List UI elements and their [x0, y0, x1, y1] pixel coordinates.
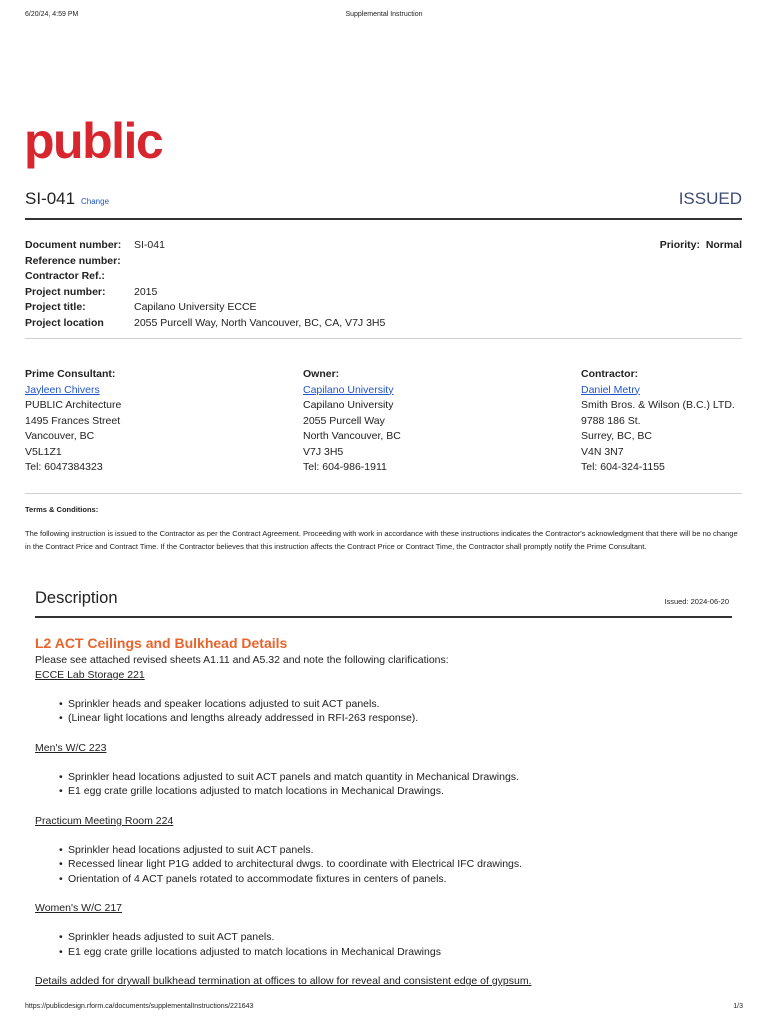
print-footer — [25, 1003, 743, 1010]
list-item: • E1 egg crate grille locations adjusted to match locations in Mechanical Drawings. — [59, 785, 444, 798]
intro-text: Please see attached revised sheets A1.11 and A5.32 and note the following clarifications: — [35, 654, 449, 666]
print-title: Supplemental Instruction — [345, 11, 423, 18]
meta-label: Document number: — [25, 239, 122, 251]
address-line: Surrey, BC, BC — [581, 430, 652, 442]
print-header — [25, 11, 743, 21]
address-line: V5L1Z1 — [25, 445, 62, 458]
terms-title: Terms & Conditions: — [25, 505, 99, 514]
address-line: North Vancouver, BC — [303, 430, 401, 442]
meta-row — [25, 238, 385, 254]
meta-value: SI-041 — [134, 239, 165, 251]
priority — [660, 238, 742, 254]
list-item: • Orientation of 4 ACT panels rotated to accommodate fixtures in centers of panels. — [59, 872, 447, 885]
terms-body: The following instruction is issued to the Contractor as per the Contract Agreement. Proceeding with work in accordance with these instructions indicates the Contractor's acknowledgment that there will be no change in the Contract Price and Contract Time. If the Contractor believes that this instruction affects the Contract Price or Contract Time, the Contractor shall promptly notify the Prime Consultant. — [25, 529, 738, 551]
meta-value: 2055 Purcell Way, North Vancouver, BC, CA, V7J 3H5 — [134, 316, 386, 329]
section-list — [35, 770, 732, 799]
address-line: V4N 3N7 — [581, 445, 624, 458]
priority-value: Normal — [705, 239, 742, 251]
address-line: Capilano University — [303, 399, 394, 411]
closing-note: Details added for drywall bulkhead termination at offices to allow for reveal and consistent edge of gypsum. — [35, 975, 532, 988]
section-list — [35, 930, 732, 959]
section-title: ECCE Lab Storage 221 — [35, 668, 145, 681]
meta-row — [25, 316, 385, 332]
meta-label: Project title: — [25, 301, 86, 313]
change-link[interactable]: Change — [81, 197, 110, 206]
meta-label: Project location — [25, 316, 104, 329]
si-number: SI-041 — [25, 189, 76, 208]
contact-link[interactable]: Daniel Metry — [581, 383, 640, 396]
si-title-bar — [25, 188, 742, 220]
address-line: 1495 Frances Street — [25, 414, 121, 427]
description-body — [35, 634, 732, 989]
address-line: Vancouver, BC — [25, 430, 95, 442]
page-number: 1/3 — [733, 1003, 743, 1010]
contact-link[interactable]: Capilano University — [303, 383, 394, 396]
page-url: https://publicdesign.rform.ca/documents/supplementalInstructions/221643 — [25, 1003, 254, 1010]
description-divider — [35, 616, 732, 618]
issued-date: Issued: 2024-06-20 — [664, 597, 729, 606]
section-title: Men's W/C 223 — [35, 741, 107, 754]
party-heading: Owner: — [303, 368, 340, 380]
document-meta — [25, 238, 385, 331]
priority-label: Priority: — [659, 239, 700, 251]
party-owner — [303, 367, 401, 476]
meta-value: Capilano University ECCE — [134, 301, 257, 313]
section-title: Practicum Meeting Room 224 — [35, 814, 174, 827]
meta-row — [25, 269, 385, 285]
phone-line: Tel: 6047384323 — [25, 461, 103, 473]
phone-line: Tel: 604-324-1155 — [581, 461, 665, 473]
list-item: • Sprinkler head locations adjusted to suit ACT panels and match quantity in Mechanical Drawings. — [59, 770, 519, 783]
address-line: PUBLIC Architecture — [25, 399, 122, 411]
phone-line: Tel: 604-986-1911 — [303, 461, 387, 473]
address-line: 9788 186 St. — [581, 414, 641, 427]
contact-link[interactable]: Jayleen Chivers — [25, 383, 100, 396]
status-badge: ISSUED — [678, 189, 742, 208]
meta-row — [25, 285, 385, 301]
party-heading: Prime Consultant: — [25, 368, 116, 380]
divider — [25, 493, 742, 494]
section-list — [35, 697, 732, 726]
address-line: V7J 3H5 — [303, 445, 344, 458]
meta-label: Project number: — [25, 285, 106, 298]
list-item: • E1 egg crate grille locations adjusted to match locations in Mechanical Drawings — [59, 945, 441, 958]
description-title: Description — [35, 589, 118, 607]
list-item: • (Linear light locations and lengths already addressed in RFI-263 response). — [59, 712, 419, 725]
party-heading: Contractor: — [581, 368, 639, 380]
divider — [25, 338, 742, 339]
list-item: • Sprinkler head locations adjusted to suit ACT panels. — [59, 843, 314, 856]
list-item: • Recessed linear light P1G added to architectural dwgs. to coordinate with Electrical IFC drawings. — [59, 858, 523, 871]
meta-row — [25, 254, 385, 270]
meta-value: 2015 — [134, 285, 158, 298]
list-item: • Sprinkler heads adjusted to suit ACT panels. — [59, 931, 275, 944]
address-line: 2055 Purcell Way — [303, 414, 385, 427]
meta-label: Reference number: — [25, 254, 121, 267]
meta-row — [25, 300, 385, 316]
public-logo: public — [24, 113, 163, 169]
section-list — [35, 843, 732, 887]
section-title: Women's W/C 217 — [35, 902, 123, 915]
meta-label: Contractor Ref.: — [25, 270, 105, 282]
list-item: • Sprinkler heads and speaker locations adjusted to suit ACT panels. — [59, 697, 380, 710]
instruction-heading: L2 ACT Ceilings and Bulkhead Details — [35, 635, 288, 651]
party-prime-consultant — [25, 367, 121, 476]
party-contractor — [581, 367, 735, 476]
address-line: Smith Bros. & Wilson (B.C.) LTD. — [581, 399, 735, 411]
print-datetime: 6/20/24, 4:59 PM — [25, 11, 79, 18]
